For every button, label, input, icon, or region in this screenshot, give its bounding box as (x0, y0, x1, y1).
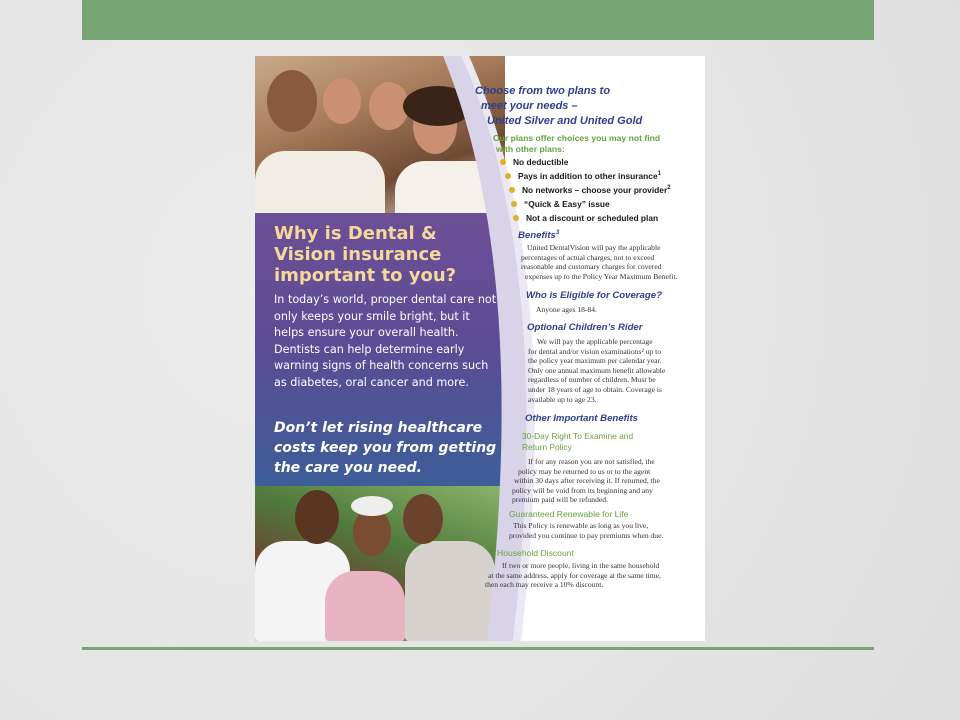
rider-line: Only one annual maximum benefit allowable (528, 365, 666, 375)
right-to-examine-line: premium paid will be refunded. (512, 495, 608, 505)
bullet-footnote: 2 (667, 185, 671, 192)
plans-heading-line: meet your needs – (481, 100, 578, 112)
rider-line: available up to age 23. (528, 394, 597, 404)
renewable-line: This Policy is renewable as long as you live, (513, 521, 649, 530)
renewable-text (509, 521, 704, 540)
bullet-dot-icon (511, 201, 517, 207)
rider-line: We will pay the applicable percentage (537, 337, 653, 346)
bottom-green-rule (82, 647, 874, 650)
household-discount-heading: Household Discount (497, 548, 574, 558)
bullet-text: Pays in addition to other insurance (518, 171, 658, 181)
right-to-examine-line: If for any reason you are not satisfied, the (528, 457, 655, 466)
benefits-line: United DentalVision will pay the applicable (527, 243, 661, 252)
bullet-dot-icon (505, 173, 511, 179)
right-to-examine-line: policy may be returned to us or to the agent (518, 466, 651, 476)
feature-bullet (509, 185, 671, 195)
bullet-text: No networks – choose your provider (522, 185, 668, 195)
renewable-line: provided you continue to pay premiums when due. (509, 530, 664, 540)
household-line: then each may receive a 10% discount. (485, 580, 604, 590)
bullet-footnote: 1 (657, 171, 661, 178)
rider-heading: Optional Children’s Rider (527, 322, 643, 333)
eligibility-text: Anyone ages 18-84. (536, 305, 597, 314)
panel-body-text: In today’s world, proper dental care not only keeps your smile bright, but it helps ensure your overall health. Dentists can help determine early warning signs of health concerns such as diabetes, oral cancer and more. (274, 293, 497, 389)
household-line: at the same address, apply for coverage at the same time, (488, 570, 661, 580)
renewable-heading: Guaranteed Renewable for Life (509, 509, 629, 519)
rider-text (528, 337, 703, 404)
bullet-dot-icon (509, 187, 515, 193)
right-to-examine-heading (522, 431, 633, 453)
benefits-heading (518, 230, 559, 241)
bullet-text: No deductible (513, 157, 569, 167)
feature-bullet (513, 213, 658, 223)
insurance-flyer (255, 56, 705, 641)
benefits-text (521, 243, 701, 281)
bullet-text: Not a discount or scheduled plan (526, 213, 659, 223)
benefits-title: Benefits (518, 230, 556, 242)
plans-intro-line: with other plans: (496, 144, 565, 154)
plans-intro-line: Our plans offer choices you may not find (493, 133, 661, 143)
rider-line: regardless of number of children. Must be (528, 375, 656, 385)
right-to-examine-text (512, 457, 702, 505)
rider-line: under 18 years of age to obtain. Coverage is (528, 384, 662, 394)
top-green-bar (82, 0, 874, 40)
feature-bullet (500, 157, 568, 167)
other-benefits-heading: Other Important Benefits (525, 413, 639, 424)
benefits-line: percentages of actual charges, not to exceed (521, 252, 655, 262)
benefits-footnote: 3 (555, 230, 560, 236)
household-discount-text (485, 561, 700, 590)
plans-heading-line: Choose from two plans to (475, 85, 611, 97)
plans-heading-line: United Silver and United Gold (487, 115, 643, 127)
bullet-dot-icon (513, 215, 519, 221)
right-to-examine-title-line: 30-Day Right To Examine and (522, 431, 634, 441)
feature-bullet (511, 199, 610, 209)
panel-call-to-action: Don’t let rising healthcare costs keep you from getting the care you need. (274, 420, 497, 476)
eligibility-heading: Who is Eligible for Coverage? (526, 290, 662, 301)
right-to-examine-line: within 30 days after receiving it. If returned, the (514, 476, 660, 486)
plans-intro (493, 133, 660, 155)
panel-title: Why is Dental & Vision insurance important to you? (274, 223, 457, 286)
benefits-line: expenses up to the Policy Year Maximum Benefit. (525, 271, 678, 281)
rider-line: the policy year maximum per calendar year. (528, 356, 662, 366)
plans-heading (475, 84, 642, 129)
benefits-line: reasonable and customary charges for covered (521, 262, 662, 272)
rider-line: for dental and/or vision examinations² up to (528, 346, 662, 356)
bullet-text: “Quick & Easy” issue (524, 199, 610, 209)
bullet-dot-icon (500, 159, 506, 165)
feature-bullet (505, 171, 661, 181)
household-line: If two or more people, living in the same household (502, 561, 660, 570)
right-to-examine-title-line: Return Policy (522, 442, 572, 452)
right-to-examine-line: policy will be void from its beginning and any (512, 485, 653, 495)
